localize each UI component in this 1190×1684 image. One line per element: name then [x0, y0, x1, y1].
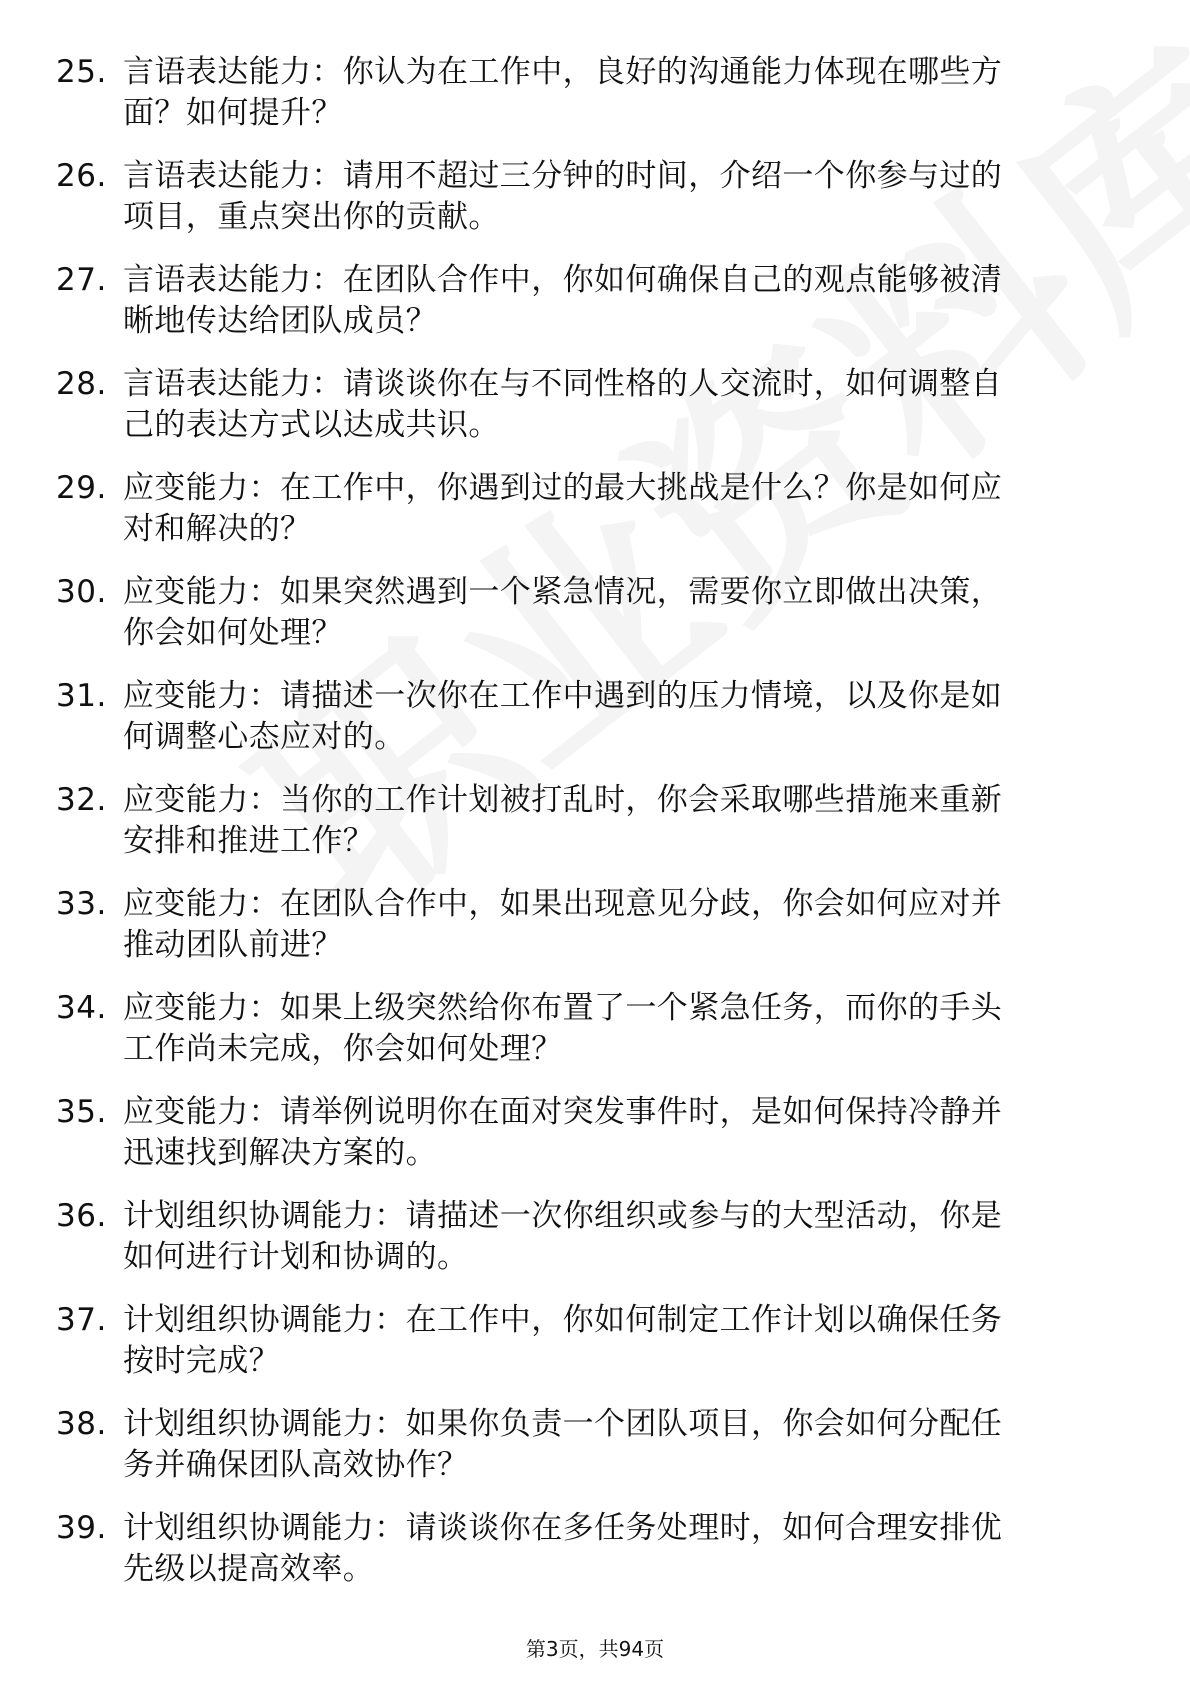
- question-text-line: 你会如何处理？: [123, 615, 343, 651]
- question-list: [0, 52, 1190, 1612]
- question-item: [0, 780, 1190, 884]
- question-text-line: 迅速找到解决方案的。: [123, 1135, 437, 1171]
- question-text-line: 何调整心态应对的。: [123, 719, 406, 755]
- question-text: [123, 364, 1123, 446]
- question-item: [0, 1404, 1190, 1508]
- page-number-label: 第3页，共94页: [525, 1637, 665, 1661]
- question-text: [123, 884, 1123, 966]
- question-text-line: 安排和推进工作？: [123, 823, 375, 859]
- question-text: [123, 1092, 1123, 1174]
- question-number: 29.: [56, 470, 107, 506]
- question-number: 31.: [56, 678, 107, 714]
- question-text: [123, 468, 1123, 550]
- question-text-line: 务并确保团队高效协作？: [123, 1447, 469, 1483]
- question-number: 25.: [56, 54, 107, 90]
- question-item: [0, 364, 1190, 468]
- question-number: 34.: [56, 990, 107, 1026]
- question-text-line: 应变能力：如果突然遇到一个紧急情况，需要你立即做出决策，: [123, 574, 1003, 610]
- question-text-line: 应变能力：当你的工作计划被打乱时，你会采取哪些措施来重新: [123, 782, 1003, 818]
- question-text-line: 言语表达能力：在团队合作中，你如何确保自己的观点能够被清: [123, 262, 1003, 298]
- question-item: [0, 468, 1190, 572]
- question-text-line: 如何进行计划和协调的。: [123, 1239, 469, 1275]
- question-number: 26.: [56, 158, 107, 194]
- question-text-line: 按时完成？: [123, 1343, 280, 1379]
- question-text-line: 计划组织协调能力：请谈谈你在多任务处理时，如何合理安排优: [123, 1510, 1003, 1546]
- question-number: 30.: [56, 574, 107, 610]
- question-number: 27.: [56, 262, 107, 298]
- question-text-line: 晰地传达给团队成员？: [123, 303, 437, 339]
- question-item: [0, 572, 1190, 676]
- question-text-line: 计划组织协调能力：在工作中，你如何制定工作计划以确保任务: [123, 1302, 1003, 1338]
- question-text-line: 面？如何提升？: [123, 95, 343, 131]
- question-text: [123, 780, 1123, 862]
- question-item: [0, 676, 1190, 780]
- question-number: 32.: [56, 782, 107, 818]
- question-text: [123, 676, 1123, 758]
- question-text: [123, 156, 1123, 238]
- question-text-line: 工作尚未完成，你会如何处理？: [123, 1031, 563, 1067]
- question-text-line: 应变能力：在团队合作中，如果出现意见分歧，你会如何应对并: [123, 886, 1003, 922]
- question-text-line: 己的表达方式以达成共识。: [123, 407, 500, 443]
- question-text-line: 言语表达能力：请谈谈你在与不同性格的人交流时，如何调整自: [123, 366, 1003, 402]
- question-item: [0, 52, 1190, 156]
- question-text: [123, 1196, 1123, 1278]
- question-text-line: 应变能力：在工作中，你遇到过的最大挑战是什么？你是如何应: [123, 470, 1003, 506]
- question-item: [0, 156, 1190, 260]
- question-text: [123, 1300, 1123, 1382]
- question-text-line: 项目，重点突出你的贡献。: [123, 199, 500, 235]
- question-text-line: 计划组织协调能力：请描述一次你组织或参与的大型活动，你是: [123, 1198, 1003, 1234]
- question-text-line: 应变能力：如果上级突然给你布置了一个紧急任务，而你的手头: [123, 990, 1003, 1026]
- question-text: [123, 52, 1123, 134]
- question-number: 33.: [56, 886, 107, 922]
- question-number: 38.: [56, 1406, 107, 1442]
- question-text: [123, 260, 1123, 342]
- question-item: [0, 260, 1190, 364]
- question-text-line: 计划组织协调能力：如果你负责一个团队项目，你会如何分配任: [123, 1406, 1003, 1442]
- question-text-line: 应变能力：请举例说明你在面对突发事件时，是如何保持冷静并: [123, 1094, 1003, 1130]
- question-item: [0, 1196, 1190, 1300]
- question-number: 36.: [56, 1198, 107, 1234]
- question-text-line: 推动团队前进？: [123, 927, 343, 963]
- question-text-line: 言语表达能力：请用不超过三分钟的时间，介绍一个你参与过的: [123, 158, 1003, 194]
- question-number: 35.: [56, 1094, 107, 1130]
- question-item: [0, 884, 1190, 988]
- question-text: [123, 1508, 1123, 1590]
- question-item: [0, 1508, 1190, 1612]
- question-text-line: 先级以提高效率。: [123, 1551, 375, 1587]
- question-text: [123, 572, 1123, 654]
- question-item: [0, 1092, 1190, 1196]
- question-number: 28.: [56, 366, 107, 402]
- question-text-line: 应变能力：请描述一次你在工作中遇到的压力情境，以及你是如: [123, 678, 1003, 714]
- question-number: 39.: [56, 1510, 107, 1546]
- question-text: [123, 1404, 1123, 1486]
- question-text: [123, 988, 1123, 1070]
- question-text-line: 言语表达能力：你认为在工作中，良好的沟通能力体现在哪些方: [123, 54, 1003, 90]
- question-text-line: 对和解决的？: [123, 511, 312, 547]
- page-footer: [0, 1636, 1190, 1662]
- question-number: 37.: [56, 1302, 107, 1338]
- question-item: [0, 988, 1190, 1092]
- question-item: [0, 1300, 1190, 1404]
